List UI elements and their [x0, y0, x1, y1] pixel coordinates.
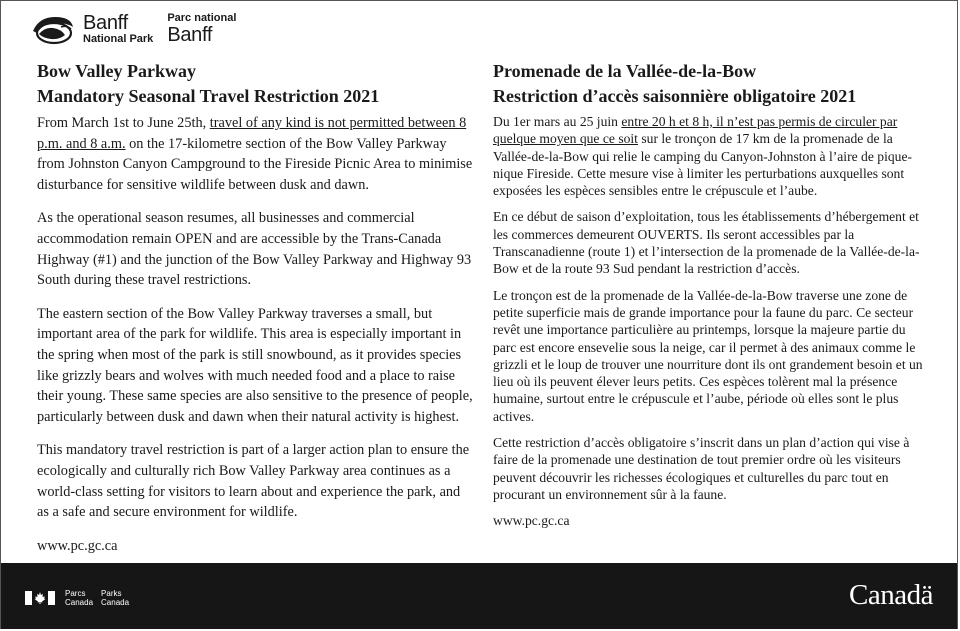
park-type-en: National Park [83, 33, 154, 45]
park-type-fr: Parc national [167, 12, 237, 24]
french-paragraph-4: Cette restriction d’accès obligatoire s’inscrit dans un plan d’action qui vise à faire de la promenade une destination de tout premier ordre où les visiteurs peuvent découvrir les richesses écologiques et culturelles du parc tout en procurant un environnement sûr à la faune. [493, 435, 910, 502]
french-url: www.pc.gc.ca [493, 513, 570, 529]
brand-french [167, 13, 236, 45]
english-p1-underlined: travel of any kind is not permitted between 8 p.m. and 8 a.m. [37, 115, 467, 152]
english-column [37, 59, 475, 569]
canada-wordmark: Canadä [849, 579, 933, 611]
french-title: Promenade de la Vallée-de-la-Bow [493, 61, 757, 81]
french-p1-start: Du 1er mars au 25 juin [493, 114, 622, 129]
park-header [31, 9, 236, 49]
french-column [493, 59, 925, 539]
beaver-emblem-icon [31, 13, 75, 45]
english-paragraph-2: As the operational season resumes, all businesses and commercial accommodation remain OPEN and are accessible by the Trans-Canada Highway (#1) and the junction of the Bow Valley Parkway and Highway 93 South during these travel restrictions. [37, 210, 472, 289]
english-paragraph-3: The eastern section of the Bow Valley Parkway traverses a small, but important area of the park for wildlife. This area is especially important in the spring when most of the park is still snowbound, as it provides species like grizzly bears and wolves with much needed food and a place to raise their young. These same species are also sensitive to the presence of people, particularly between dusk and dawn when their natural activity is highest. [37, 305, 473, 425]
english-p1-end: on the 17-kilometre section of the Bow Valley Parkway from Johnston Canyon Campground to the Fireside Picnic Area to minimise disturbance for sensitive wildlife between dusk and dawn. [37, 135, 473, 193]
english-title: Bow Valley Parkway [37, 61, 197, 81]
footer-bar [1, 563, 957, 629]
parcs-canada-text: Parcs Canada [65, 589, 94, 607]
english-p1-start: From March 1st to June 25th, [37, 115, 210, 131]
french-paragraph-1 [493, 113, 925, 199]
brand-english [83, 13, 153, 45]
french-paragraph-2: En ce début de saison d’exploitation, tous les établissements d’hébergement et les commerces demeurent OUVERTS. Ils seront accessibles par la Transcanadienne (route 1) et l’intersection de la promenade de la Vallée-de-la-Bow et de la route 93 Sud pendant la restriction d’accès. [493, 209, 920, 277]
canada-flag-icon [25, 591, 55, 605]
french-p1-end: sur le tronçon de 17 km de la promenade de la Vallée-de-la-Bow qui relie le camping du Canyon-Johnston à l’aire de pique-nique Fireside. Cette mesure vise à limiter les perturbations auxquelles sont exposées les espèces sensibles entre le crépuscule et l’aube. [493, 131, 913, 199]
french-paragraph-3: Le tronçon est de la promenade de la Vallée-de-la-Bow traverse une zone de petite superficie mais de grande importance pour la faune du parc. Ce secteur revêt une importance particulière au printemps, lorsque la majeure partie du parc est encore ensevelie sous la neige, car il permet à des animaux comme le grizzli et le loup de trouver une nourriture dont ils ont grandement besoin et un lieu où ils peuvent élever leurs petits. Ces espèces tolèrent mal la présence humaine, surtout entre le crépuscule et l’aube, période où elles sont le plus actives. [493, 287, 923, 424]
park-name-en: Banff [83, 12, 128, 34]
english-paragraph-1 [37, 113, 475, 195]
french-subtitle: Restriction d’accès saisonnière obligatoire 2021 [493, 86, 857, 106]
english-paragraph-4: This mandatory travel restriction is part of a larger action plan to ensure the ecologically and culturally rich Bow Valley Parkway area continues as a world-class setting for visitors to learn about and experience the park, and as a safe and secure environment for wildlife. [37, 442, 470, 521]
parks-canada-text: Parks Canada [101, 589, 130, 607]
english-subtitle: Mandatory Seasonal Travel Restriction 2021 [37, 86, 380, 106]
french-p1-underlined: entre 20 h et 8 h, il n’est pas permis de circuler par quelque moyen que ce soit [493, 114, 898, 147]
park-name-fr: Banff [167, 24, 213, 46]
english-url: www.pc.gc.ca [37, 537, 118, 554]
parks-canada-signature [25, 589, 137, 607]
